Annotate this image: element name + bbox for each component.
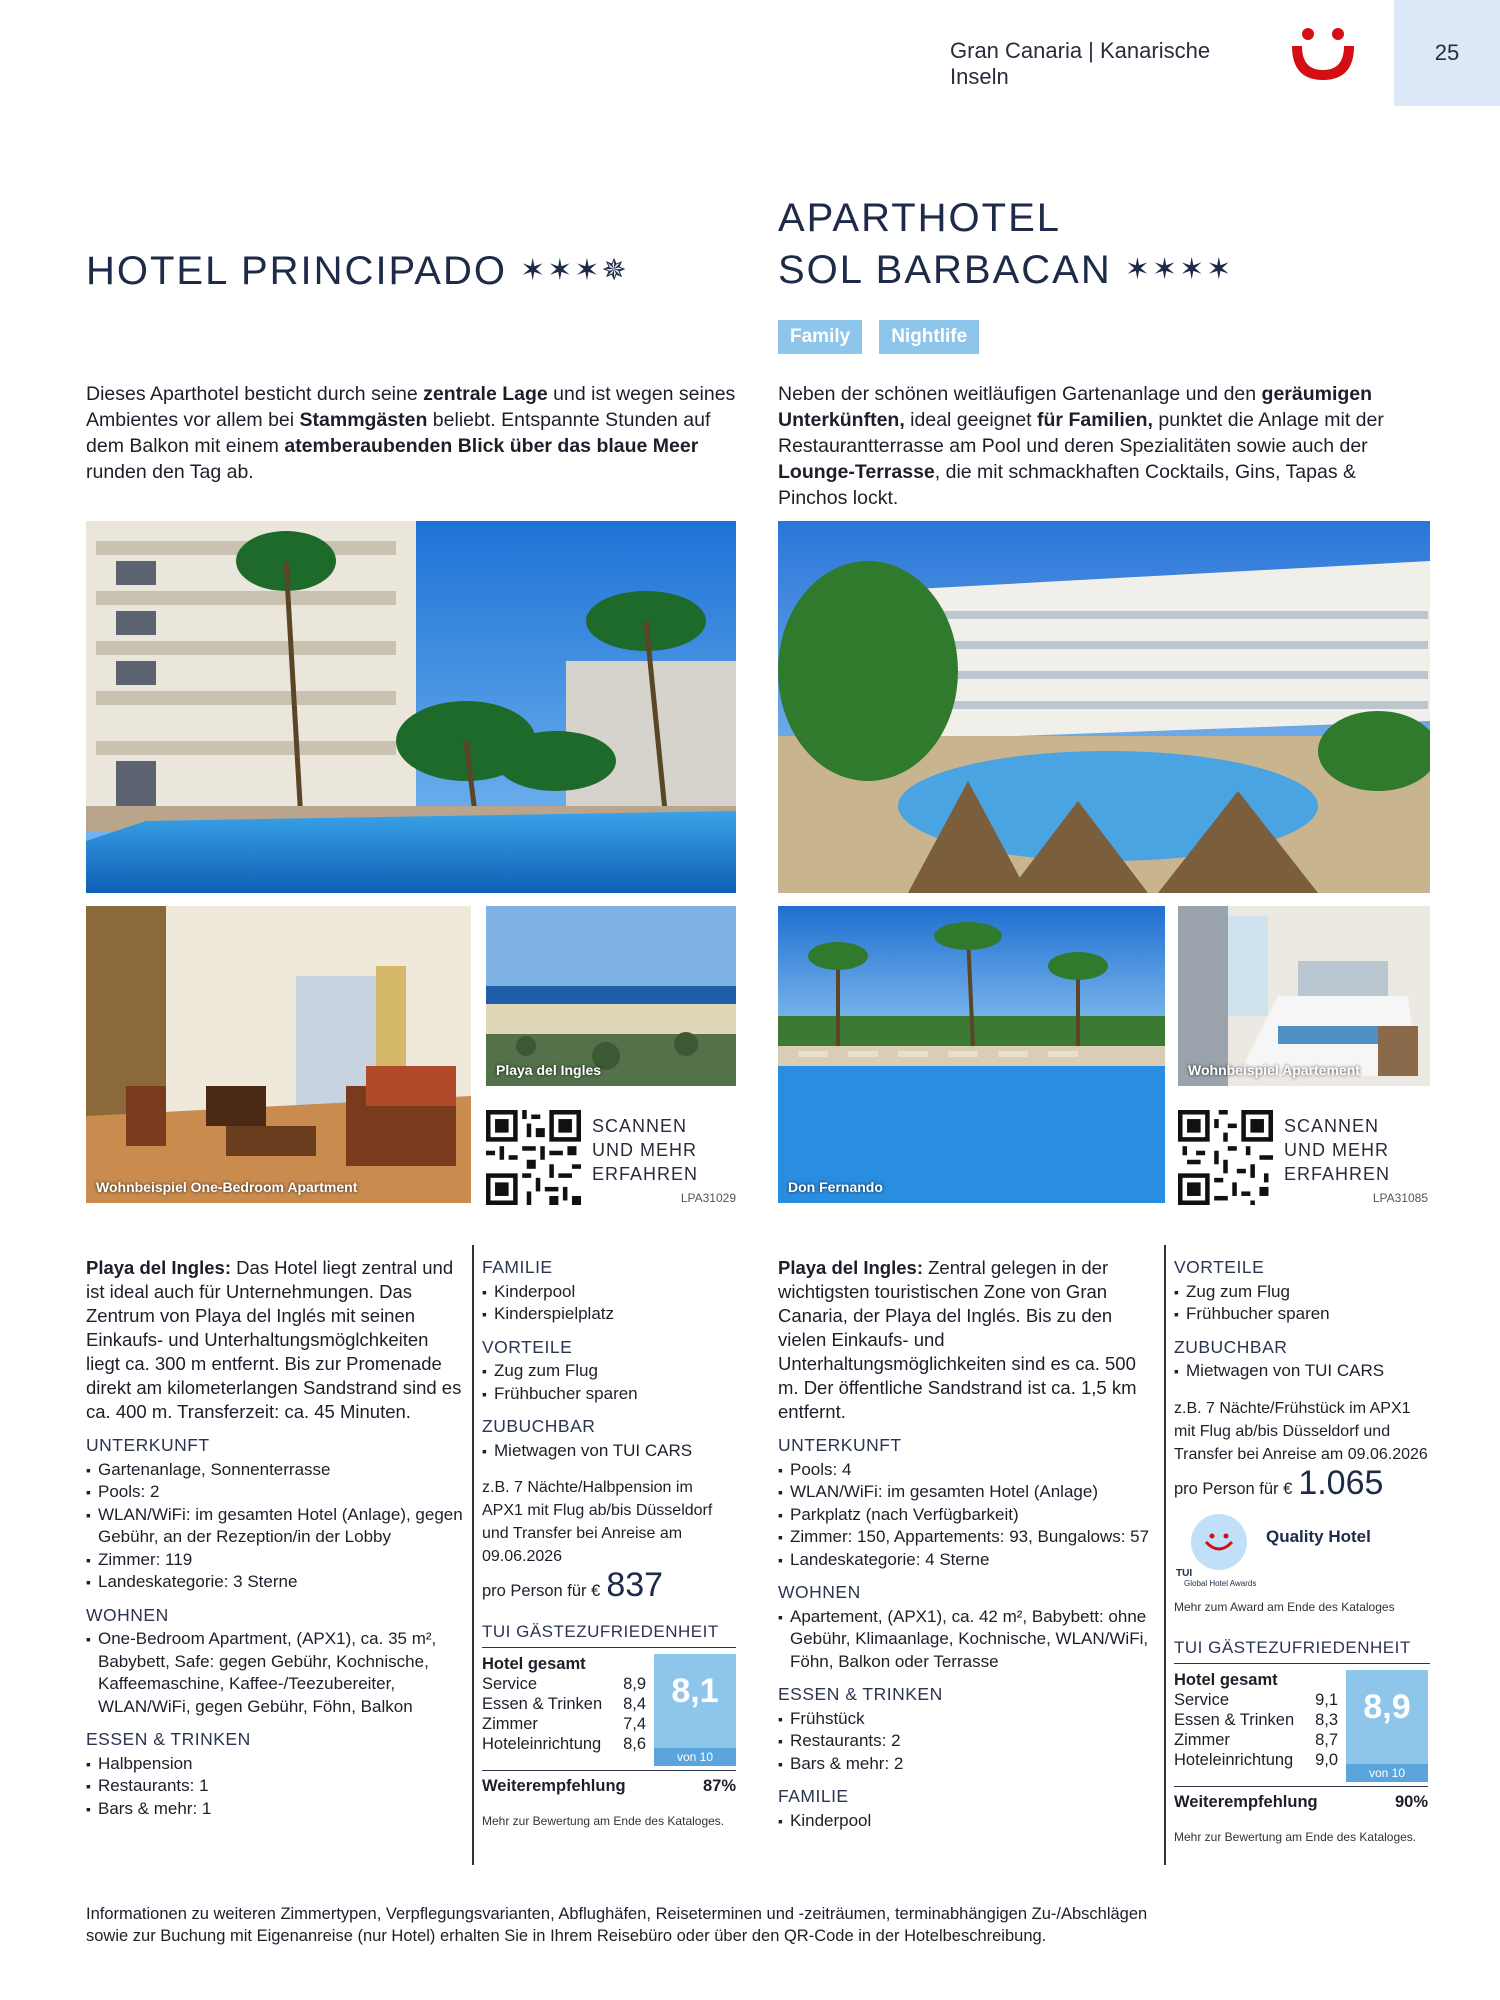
- hotel1-essen-list: [86, 1753, 466, 1821]
- hotel1-offer-text: z.B. 7 Nächte/Halbpension im APX1 mit Flug ab/bis Düsseldorf und Transfer bei Anreise am 09.06.2026: [482, 1479, 713, 1565]
- qr-code-icon[interactable]: [486, 1110, 581, 1205]
- price-label: pro Person für €: [482, 1582, 601, 1600]
- score-value: 8,1: [671, 1672, 719, 1710]
- list-item: ▪ Zug zum Flug: [482, 1360, 736, 1383]
- hotel2-zubuchbar-list: [1174, 1360, 1430, 1383]
- list-item: ▪ Gartenanlage, Sonnenterrasse: [86, 1459, 466, 1482]
- rating-row: Essen & Trinken 8,3: [1174, 1711, 1338, 1729]
- award-title: Quality Hotel: [1266, 1527, 1371, 1546]
- hotel2-main-photo: [778, 521, 1430, 893]
- hotel2-wohnen-list: [778, 1606, 1158, 1674]
- hotel2-price: [1174, 1463, 1430, 1502]
- list-item: ▪ Frühbucher sparen: [1174, 1303, 1430, 1326]
- page-number: 25: [1394, 0, 1500, 106]
- tag-family[interactable]: Family: [778, 320, 862, 354]
- hotel2-intro: Neben der schönen weitläufigen Gartenanlage und den geräumigen Unterkünften, ideal geeignet für Familien, punktet die Anlage mit der Restaurantterrasse am Pool und deren Spezialitäten sowie auch der Lounge-Terrasse, die mit schmackhaften Cocktails, Gins, Tapas & Pinchos lockt.: [778, 383, 1384, 509]
- award-note: Mehr zum Award am Ende des Kataloges: [1174, 1600, 1395, 1614]
- hotel1-essen-heading: ESSEN & TRINKEN: [86, 1729, 251, 1749]
- hotel1-unterkunft-heading: UNTERKUNFT: [86, 1435, 210, 1455]
- hotel2-recommendation: Weiterempfehlung 90%: [1174, 1786, 1428, 1814]
- hotel1-stars: ✶✶✶✵: [520, 254, 629, 287]
- hotel2-familie-heading: FAMILIE: [778, 1786, 849, 1806]
- list-item: ▪ Mietwagen von TUI CARS: [482, 1440, 736, 1463]
- hotel2-essen-heading: ESSEN & TRINKEN: [778, 1684, 943, 1704]
- hotel2-details-left: [778, 1256, 1158, 1832]
- list-item: ▪ Restaurants: 2: [778, 1730, 1158, 1753]
- rating-row: Service 9,1: [1174, 1691, 1338, 1709]
- score-scale: von 10: [1346, 1764, 1428, 1782]
- hotel2-qr-block[interactable]: [1178, 1110, 1428, 1205]
- hotel1-rating-note: Mehr zur Bewertung am Ende des Kataloges.: [482, 1813, 725, 1828]
- list-item: ▪ Bars & mehr: 2: [778, 1753, 1158, 1776]
- hotel2-offer-text: z.B. 7 Nächte/Frühstück im APX1 mit Flug ab/bis Düsseldorf und Transfer bei Anreise am 09.06.2026: [1174, 1399, 1428, 1463]
- hotel2-pool-caption: Don Fernando: [788, 1179, 883, 1195]
- hotel2-details-right: [1174, 1256, 1430, 1848]
- hotel1-beach-photo: [486, 906, 736, 1086]
- svg-text:Global Hotel Awards: Global Hotel Awards: [1184, 1579, 1257, 1588]
- hotel1-qr-text: SCANNEN UND MEHR ERFAHREN: [592, 1116, 699, 1184]
- list-item: ▪ Bars & mehr: 1: [86, 1798, 466, 1821]
- hotel1-room-caption: Wohnbeispiel One-Bedroom Apartment: [96, 1179, 358, 1195]
- hotel1-unterkunft-list: [86, 1459, 466, 1594]
- hotel2-pool-photo: [778, 906, 1165, 1203]
- hotel1-intro: Dieses Aparthotel besticht durch seine zentrale Lage und ist wegen seines Ambientes vor allem bei Stammgästen beliebt. Entspannte Stunden auf dem Balkon mit einem atemberaubenden Blick über das blaue Meer runden den Tag ab.: [86, 383, 736, 483]
- hotel2-qr-text: SCANNEN UND MEHR ERFAHREN: [1284, 1116, 1391, 1184]
- hotel2-qr-code-label: LPA31085: [1372, 1191, 1428, 1205]
- rating-row: Hoteleinrichtung 8,6: [482, 1735, 646, 1753]
- list-item: ▪ Zimmer: 150, Appartements: 93, Bungalows: 57: [778, 1526, 1158, 1549]
- list-item: ▪ One-Bedroom Apartment, (APX1), ca. 35 m², Babybett, Safe: gegen Gebühr, Kochnische, Kaffeemaschine, Kaffee-/Teezubereiter, WLAN/WiFi, gegen Gebühr, Föhn, Balkon: [86, 1628, 466, 1718]
- hotel2-tags: [778, 320, 979, 354]
- rating-row: Service 8,9: [482, 1675, 646, 1693]
- svg-text:TUI: TUI: [1176, 1568, 1193, 1579]
- rating-row: Hotel gesamt: [1174, 1671, 1278, 1689]
- hotel1-beach-caption: Playa del Ingles: [496, 1062, 602, 1078]
- list-item: ▪ Landeskategorie: 3 Sterne: [86, 1571, 466, 1594]
- hotel1-vorteile-heading: VORTEILE: [482, 1336, 573, 1357]
- hotel1-wohnen-heading: WOHNEN: [86, 1604, 169, 1625]
- list-item: ▪ Pools: 2: [86, 1481, 466, 1504]
- list-item: ▪ Zimmer: 119: [86, 1549, 466, 1572]
- hotel2-stars: ✶✶✶✶: [1124, 253, 1234, 286]
- hotel1-zubuchbar-list: [482, 1440, 736, 1463]
- hotel2-award: [1174, 1510, 1428, 1590]
- score-scale: von 10: [654, 1748, 736, 1766]
- hotel2-rating-box: [1174, 1670, 1428, 1782]
- hotel1-rating-box: [482, 1654, 736, 1766]
- list-item: ▪ Frühbucher sparen: [482, 1383, 736, 1406]
- price-label: pro Person für €: [1174, 1479, 1293, 1498]
- list-item: ▪ Mietwagen von TUI CARS: [1174, 1360, 1430, 1383]
- price-value: 837: [606, 1566, 664, 1604]
- hotel1-qr-code-label: LPA31029: [680, 1191, 736, 1205]
- hotel1-wohnen-list: [86, 1628, 466, 1718]
- list-item: ▪ Halbpension: [86, 1753, 466, 1776]
- list-item: ▪ Kinderspielplatz: [482, 1303, 736, 1326]
- list-item: ▪ Kinderpool: [482, 1281, 736, 1304]
- hotel1-qr-block[interactable]: [486, 1110, 736, 1205]
- tui-logo-icon: [1286, 24, 1360, 86]
- hotel1-score-badge: [654, 1654, 736, 1766]
- score-value: 8,9: [1363, 1688, 1411, 1726]
- hotel2-unterkunft-heading: UNTERKUNFT: [778, 1435, 902, 1455]
- hotel2-unterkunft-list: [778, 1459, 1158, 1572]
- list-item: ▪ Apartement, (APX1), ca. 42 m², Babybett: ohne Gebühr, Klimaanlage, Kochnische, WLAN/WiFi, Föhn, Balkon oder Terrasse: [778, 1606, 1158, 1674]
- list-item: ▪ Parkplatz (nach Verfügbarkeit): [778, 1504, 1158, 1527]
- list-item: ▪ Landeskategorie: 4 Sterne: [778, 1549, 1158, 1572]
- divider: [472, 1245, 474, 1865]
- hotel2-location-text: Playa del Ingles: Zentral gelegen in der wichtigsten touristischen Zone von Gran Canaria, der Playa del Inglés. Bis zu den vielen Einkaufs- und Unterhaltungsmöglichkeiten sind es ca. 500 m. Der öffentliche Sandstrand ist ca. 1,5 km entfernt.: [778, 1257, 1137, 1422]
- hotel1-rating-heading: TUI GÄSTEZUFRIEDENHEIT: [482, 1621, 736, 1649]
- divider: [1164, 1245, 1166, 1865]
- list-item: ▪ Restaurants: 1: [86, 1775, 466, 1798]
- hotel1-price: [482, 1566, 736, 1604]
- hotel1-vorteile-list: [482, 1360, 736, 1405]
- hotel2-title: APARTHOTEL SOL BARBACAN ✶✶✶✶: [778, 196, 1234, 292]
- hotel2-wohnen-heading: WOHNEN: [778, 1582, 861, 1602]
- hotel1-details-right: [482, 1256, 736, 1832]
- hotel2-rating-heading: TUI GÄSTEZUFRIEDENHEIT: [1174, 1637, 1430, 1665]
- hotel2-vorteile-heading: VORTEILE: [1174, 1257, 1265, 1277]
- header-region-label: Gran Canaria | Kanarische Inseln: [950, 38, 1211, 89]
- hotel1-location-text: Playa del Ingles: Das Hotel liegt zentral und ist ideal auch für Unternehmungen. Das Zentrum von Playa del Inglés mit seinen Einkaufs- und Unterhaltungsmöglchkeiten liegt ca. 300 m entfernt. Bis zur Promenade direkt am kilometerlangen Sandstrand sind es ca. 400 m. Transferzeit: ca. 45 Minuten.: [86, 1257, 462, 1422]
- tag-nightlife[interactable]: Nightlife: [879, 320, 979, 354]
- hotel2-room-photo: [1178, 906, 1430, 1086]
- hotel1-details-left: [86, 1256, 466, 1820]
- hotel2-zubuchbar-heading: ZUBUCHBAR: [1174, 1336, 1288, 1357]
- hotel1-room-photo: [86, 906, 471, 1203]
- hotel1-familie-heading: FAMILIE: [482, 1257, 553, 1277]
- hotel2-score-badge: [1346, 1670, 1428, 1782]
- list-item: ▪ Kinderpool: [778, 1810, 1158, 1833]
- rating-row: Essen & Trinken 8,4: [482, 1695, 646, 1713]
- list-item: ▪ Frühstück: [778, 1708, 1158, 1731]
- hotel2-essen-list: [778, 1708, 1158, 1776]
- hotel1-main-photo: [86, 521, 736, 893]
- hotel2-familie-list: [778, 1810, 1158, 1833]
- award-badge-icon: [1174, 1510, 1264, 1590]
- rating-row: Hoteleinrichtung 9,0: [1174, 1751, 1338, 1769]
- hotel1-title: HOTEL PRINCIPADO ✶✶✶✵: [86, 249, 629, 293]
- list-item: ▪ WLAN/WiFi: im gesamten Hotel (Anlage): [778, 1481, 1158, 1504]
- hotel2-rating-note: Mehr zur Bewertung am Ende des Kataloges.: [1174, 1829, 1417, 1844]
- list-item: ▪ Pools: 4: [778, 1459, 1158, 1482]
- hotel1-zubuchbar-heading: ZUBUCHBAR: [482, 1416, 596, 1436]
- list-item: ▪ Zug zum Flug: [1174, 1281, 1430, 1304]
- list-item: ▪ WLAN/WiFi: im gesamten Hotel (Anlage), gegen Gebühr, an der Rezeption/in der Lobby: [86, 1504, 466, 1549]
- price-value: 1.065: [1298, 1463, 1384, 1502]
- hotel2-room-caption: Wohnbeispiel Apartement: [1188, 1062, 1360, 1078]
- footer-note: Informationen zu weiteren Zimmertypen, Verpflegungsvarianten, Abflughäfen, Reiseterminen und -zeiträumen, terminabhängigen Zu-/Abschlägen sowie zur Buchung mit Eigenanreise (nur Hotel) erhalten Sie in Ihrem Reisebüro oder über den QR-Code in der Hotelbeschreibung.: [86, 1905, 1148, 1945]
- qr-code-icon[interactable]: [1178, 1110, 1273, 1205]
- rating-row: Zimmer 7,4: [482, 1715, 646, 1733]
- hotel1-recommendation: Weiterempfehlung 87%: [482, 1770, 736, 1798]
- rating-row: Hotel gesamt: [482, 1655, 586, 1673]
- rating-row: Zimmer 8,7: [1174, 1731, 1338, 1749]
- hotel1-familie-list: [482, 1281, 736, 1326]
- hotel2-vorteile-list: [1174, 1281, 1430, 1326]
